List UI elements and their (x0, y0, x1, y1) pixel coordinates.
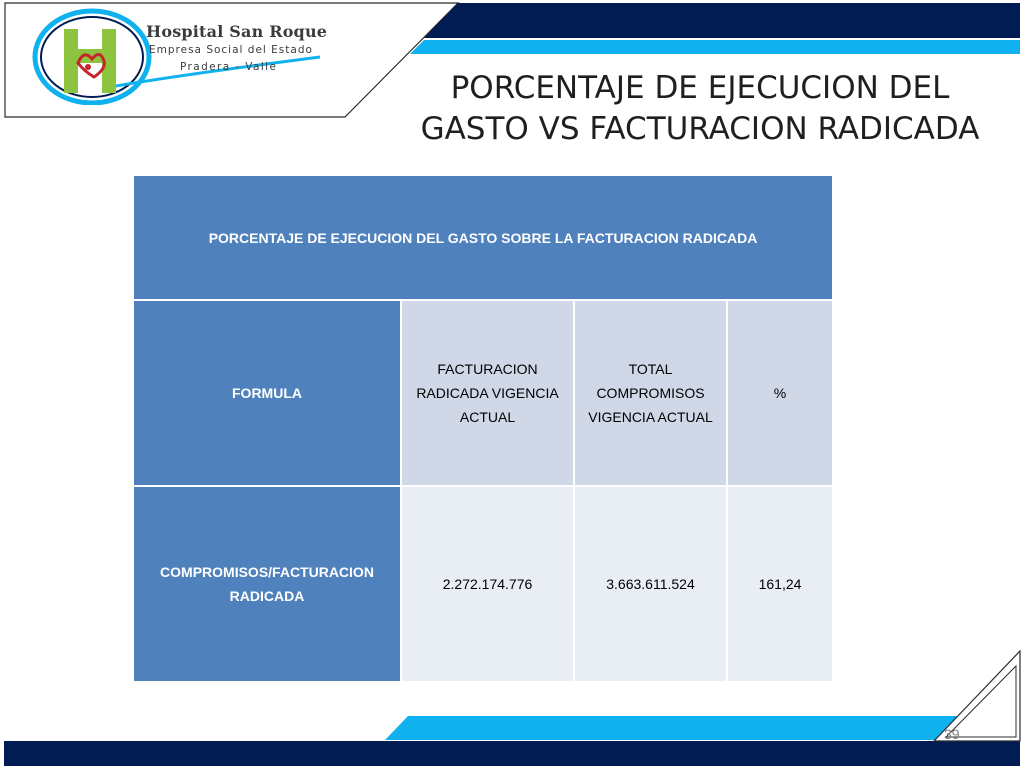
slide-title (380, 68, 1020, 150)
row-facturacion: 2.272.174.776 (402, 487, 573, 681)
slide-title-line-2: GASTO VS FACTURACION RADICADA (420, 111, 980, 147)
brand-subtitle: Empresa Social del Estado (149, 44, 313, 56)
page-number: 39 (944, 726, 960, 742)
slide-title-line-1: PORCENTAJE DE EJECUCION DEL (450, 70, 950, 106)
bottom-cyan-band (385, 716, 960, 740)
header-formula: FORMULA (134, 301, 400, 485)
header-percent: % (728, 301, 832, 485)
header-compromisos: TOTAL COMPROMISOS VIGENCIA ACTUAL (575, 301, 726, 485)
bottom-navy-band (4, 741, 1020, 766)
row-compromisos: 3.663.611.524 (575, 487, 726, 681)
top-navy-band (424, 3, 1020, 38)
table-row (134, 487, 832, 681)
table-caption: PORCENTAJE DE EJECUCION DEL GASTO SOBRE LA FACTURACION RADICADA (134, 176, 832, 299)
table-caption-row (134, 176, 832, 299)
execution-table (132, 174, 834, 683)
brand-name: Hospital San Roque (146, 22, 328, 41)
brand-location: Pradera - Valle (180, 61, 278, 73)
header-facturacion: FACTURACION RADICADA VIGENCIA ACTUAL (402, 301, 573, 485)
table-header-row (134, 301, 832, 485)
row-percent: 161,24 (728, 487, 832, 681)
top-cyan-band (410, 40, 1020, 54)
row-formula: COMPROMISOS/FACTURACION RADICADA (134, 487, 400, 681)
